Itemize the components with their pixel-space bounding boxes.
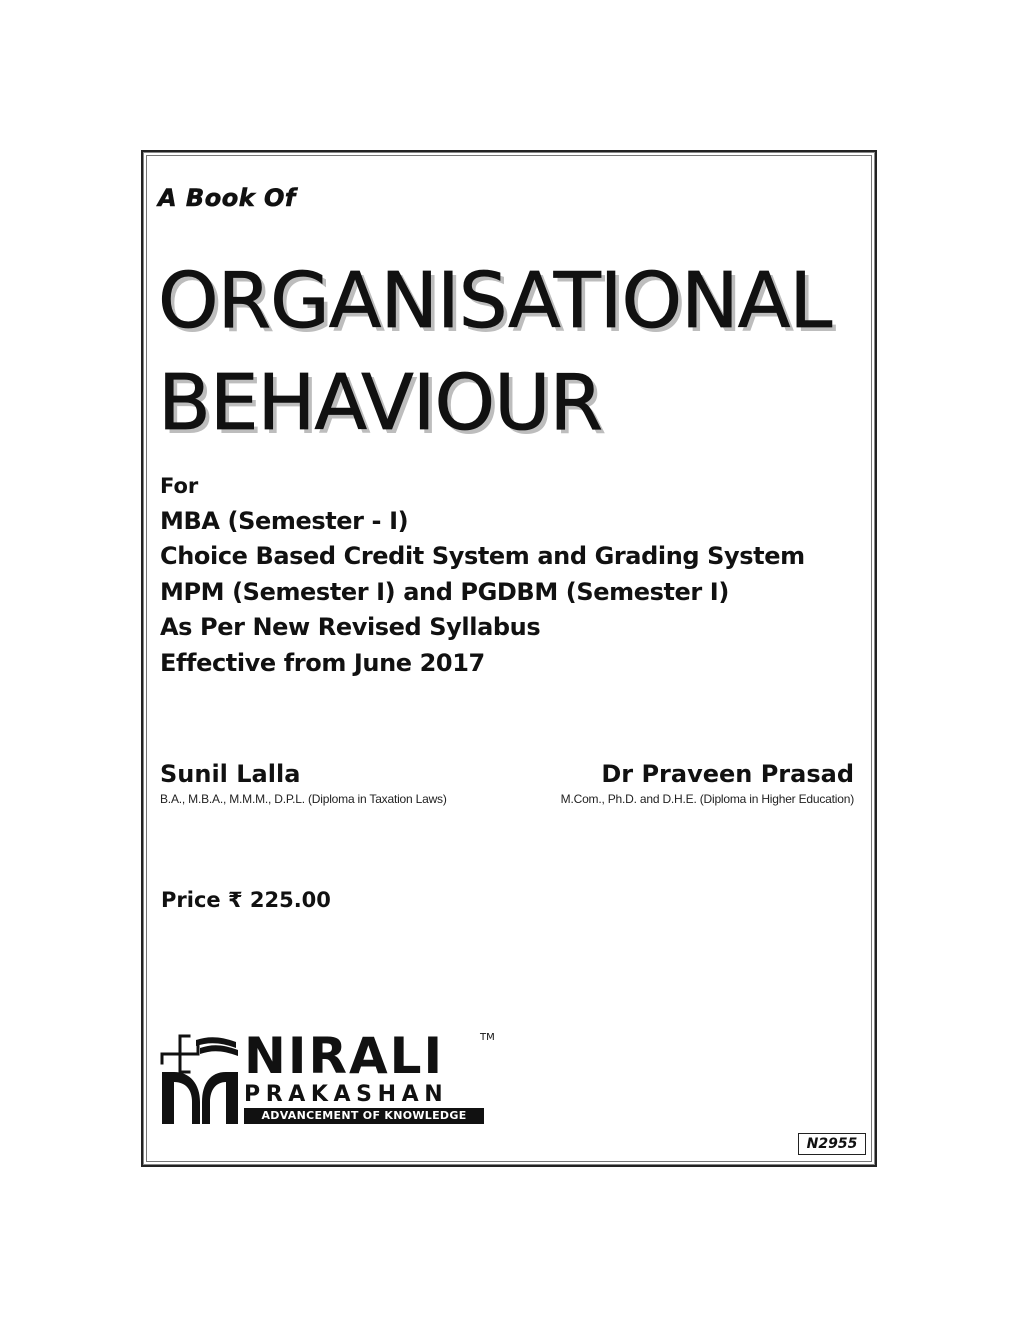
book-code-badge: N2955 bbox=[798, 1133, 866, 1155]
trademark-mark: TM bbox=[480, 1032, 495, 1043]
author-1-name: Sunil Lalla bbox=[160, 760, 301, 788]
author-1-qualifications: B.A., M.B.A., M.M.M., D.P.L. (Diploma in Taxation Laws) bbox=[160, 792, 447, 806]
course-detail-item: Choice Based Credit System and Grading System bbox=[160, 542, 805, 571]
book-title-line-1: ORGANISATIONAL bbox=[158, 257, 832, 346]
for-label: For bbox=[160, 474, 199, 498]
publisher-subname: PRAKASHAN bbox=[244, 1082, 449, 1107]
price-label: Price ₹ 225.00 bbox=[161, 888, 331, 912]
course-detail-item: MBA (Semester - I) bbox=[160, 507, 409, 535]
course-detail-item: As Per New Revised Syllabus bbox=[160, 613, 541, 642]
publisher-name: NIRALI bbox=[244, 1027, 445, 1085]
pre-title: A Book Of bbox=[158, 184, 296, 212]
publisher-logo bbox=[160, 1027, 500, 1124]
course-detail-item: MPM (Semester I) and PGDBM (Semester I) bbox=[160, 577, 729, 606]
course-detail-item: Effective from June 2017 bbox=[160, 648, 485, 677]
publisher-tagline: ADVANCEMENT OF KNOWLEDGE bbox=[244, 1108, 484, 1124]
author-2 bbox=[561, 760, 854, 806]
course-details-list bbox=[160, 504, 805, 681]
book-title-line-2: BEHAVIOUR bbox=[158, 359, 602, 448]
author-1 bbox=[160, 760, 447, 806]
author-2-qualifications: M.Com., Ph.D. and D.H.E. (Diploma in Higher Education) bbox=[560, 792, 854, 806]
swastika-book-logo-icon bbox=[160, 1032, 242, 1124]
author-2-name: Dr Praveen Prasad bbox=[601, 760, 854, 788]
